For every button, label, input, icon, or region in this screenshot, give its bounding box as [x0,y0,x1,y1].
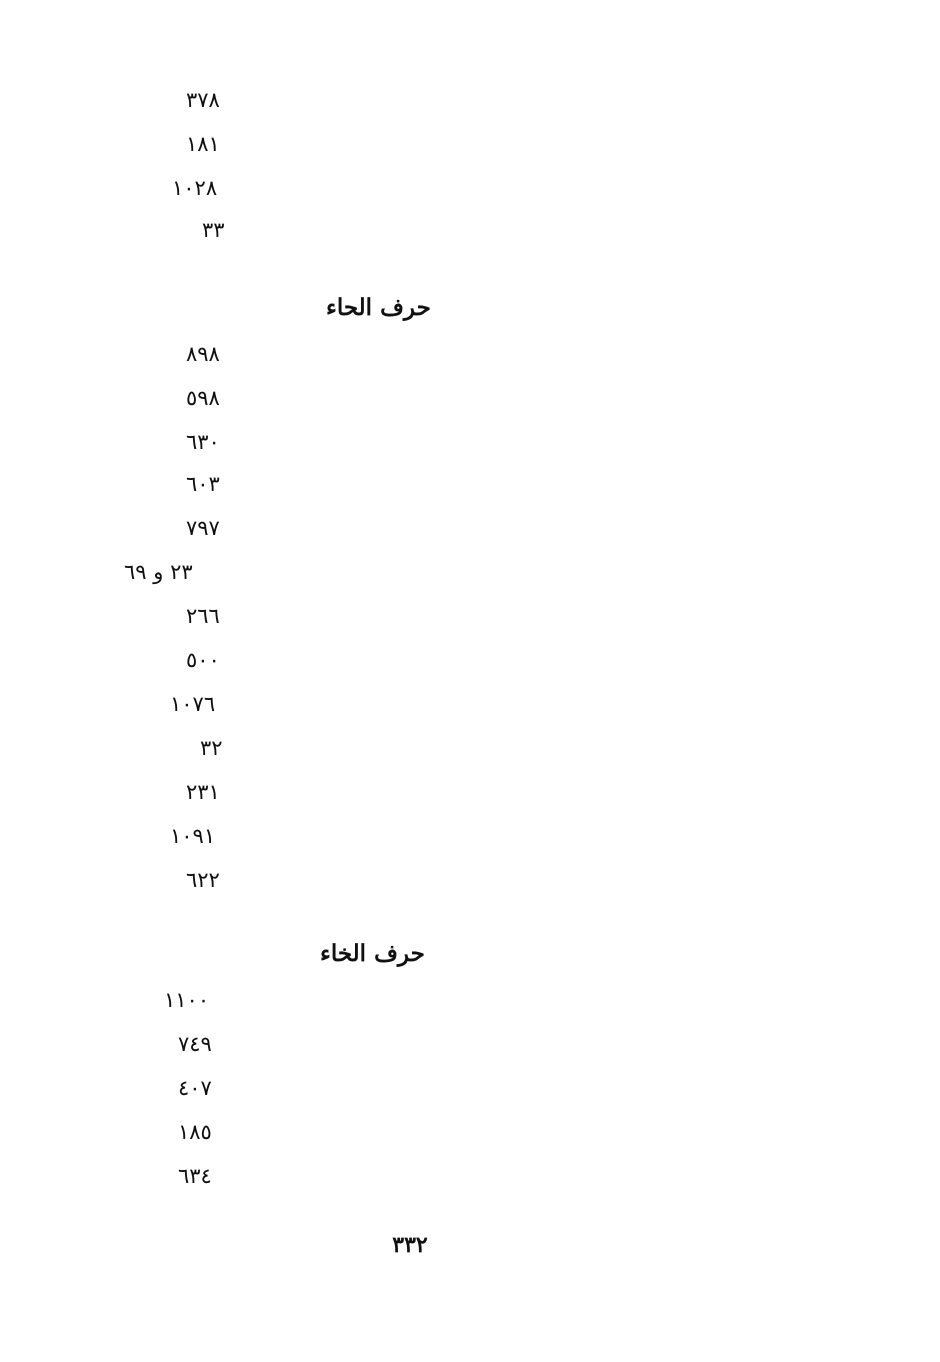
entry-ref: ٢٣١ [186,780,220,804]
entry-ref: ٦٣٤ [178,1164,212,1188]
entry-ref: ١٠٩١ [170,824,216,848]
entry-ref: ٧٩٧ [186,516,220,540]
entry-ref: ٢٦٦ [186,604,220,628]
entry-ref: ٥٠٠ [186,648,220,672]
section-heading: حرف الحاء [326,294,431,321]
entry-ref: ٦٢٢ [186,868,220,892]
entry-ref: ١١٠٠ [164,988,210,1012]
entry-ref: ٧٤٩ [178,1032,212,1056]
entry-ref: ٣٧٨ [186,88,220,112]
entry-ref: ١٨١ [186,132,220,156]
entry-ref: ٤٠٧ [178,1076,212,1100]
entry-ref: ١٠٧٦ [170,692,216,716]
entry-ref: ٢٣ و ٦٩ [124,560,193,584]
entry-ref: ٨٩٨ [186,342,220,366]
section-heading: حرف الخاء [320,940,425,967]
entry-ref: ٦٣٠ [186,430,220,454]
entry-ref: ٣٣ [202,218,225,242]
entry-ref: ٣٢ [200,736,223,760]
entry-ref: ١٠٢٨ [172,176,218,200]
entry-ref: ٥٩٨ [186,386,220,410]
entry-ref: ٦٠٣ [186,472,220,496]
page-number: ٣٣٢ [392,1232,428,1258]
entry-ref: ١٨٥ [178,1120,212,1144]
